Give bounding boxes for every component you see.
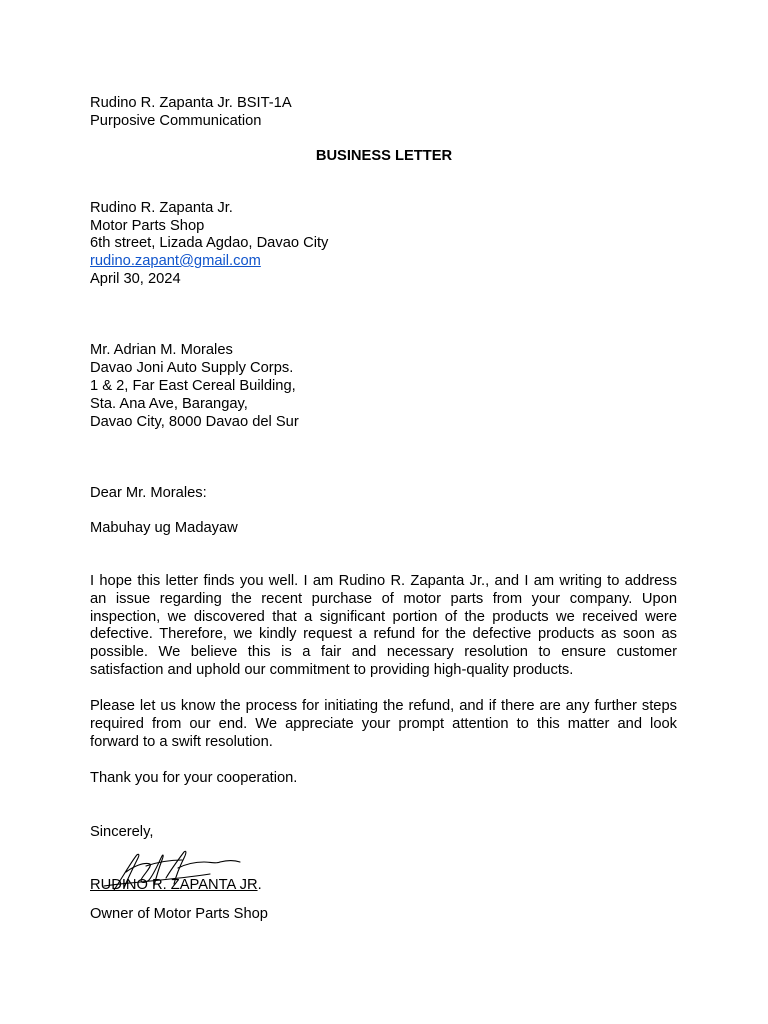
recipient-company: Davao Joni Auto Supply Corps.: [90, 360, 294, 376]
sender-email-line: [90, 252, 261, 270]
sender-company: Motor Parts Shop: [90, 218, 205, 234]
signer-title: Owner of Motor Parts Shop: [90, 906, 268, 922]
paragraph-line: defective. Therefore, we kindly request a refund for the defective products as soon as: [90, 626, 677, 643]
greeting: Mabuhay ug Madayaw: [90, 520, 238, 536]
paragraph-line: satisfaction and uphold our commitment to providing high-quality products.: [90, 661, 574, 678]
sender-name: Rudino R. Zapanta Jr.: [90, 200, 233, 216]
sender-address: 6th street, Lizada Agdao, Davao City: [90, 235, 329, 251]
paragraph-line: Please let us know the process for initiating the refund, and if there are any further steps: [90, 698, 677, 714]
handwritten-signature-image: [92, 838, 262, 896]
body-paragraph-2: [90, 698, 677, 751]
valediction: Sincerely,: [90, 824, 154, 840]
recipient-address-line1: 1 & 2, Far East Cereal Building,: [90, 378, 296, 394]
signer-name: RUDINO R. ZAPANTA JR: [90, 877, 258, 893]
recipient-address-line3: Davao City, 8000 Davao del Sur: [90, 414, 299, 430]
signer-suffix: .: [257, 877, 262, 893]
sender-email-link[interactable]: rudino.zapant@gmail.com: [90, 253, 261, 269]
student-line: Rudino R. Zapanta Jr. BSIT-1A: [90, 95, 292, 111]
salutation: Dear Mr. Morales:: [90, 485, 207, 501]
letter-title: BUSINESS LETTER: [315, 148, 453, 164]
paragraph-line: an issue regarding the recent purchase of motor parts from your company. Upon: [90, 590, 677, 607]
recipient-address-line2: Sta. Ana Ave, Barangay,: [90, 396, 248, 412]
paragraph-line: I hope this letter finds you well. I am Rudino R. Zapanta Jr., and I am writing to address: [90, 573, 677, 589]
body-paragraph-1: [90, 573, 677, 680]
paragraph-line: forward to a swift resolution.: [90, 733, 273, 750]
course-name: Purposive Communication: [90, 113, 262, 129]
paragraph-line: required from our end. We appreciate your prompt attention to this matter and look: [90, 715, 677, 732]
letter-date: April 30, 2024: [90, 271, 181, 287]
recipient-name: Mr. Adrian M. Morales: [90, 342, 233, 358]
thanks-line: Thank you for your cooperation.: [90, 770, 298, 786]
paragraph-line: inspection, we discovered that a significant portion of the products we received were: [90, 608, 677, 625]
paragraph-line: possible. We believe this is a fair and necessary resolution to ensure customer: [90, 644, 677, 661]
